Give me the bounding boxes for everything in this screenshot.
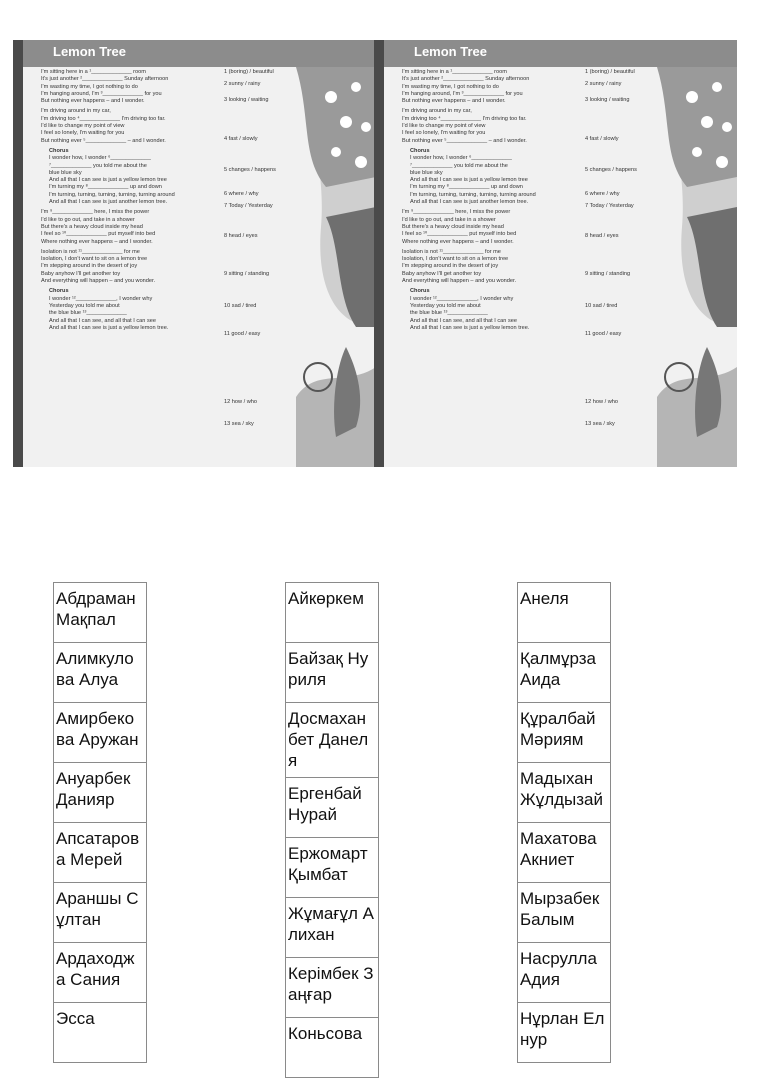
lyric-line: But nothing ever happens – and I wonder. xyxy=(402,98,506,105)
lyric-line: And all that I can see is just a yellow lemon tree. xyxy=(49,324,169,331)
answer-option: 6 where / why xyxy=(224,191,259,197)
lyric-line: I'm driving too ⁴_____________ I'm driving too far. xyxy=(41,115,166,122)
lemon-tree-illustration xyxy=(657,67,737,467)
answer-option: 12 how / who xyxy=(224,399,257,405)
table-row xyxy=(286,958,379,1018)
table-row xyxy=(518,883,611,943)
lyric-line: I'm driving around in my car, xyxy=(41,108,111,115)
worksheet-image-right xyxy=(374,40,737,467)
student-name-cell: Абдраман Мақпал xyxy=(54,583,147,643)
lyric-line: Baby anyhow I'll get another toy xyxy=(41,270,121,277)
student-name-cell: Мадыхан Жұлдызай xyxy=(518,763,611,823)
lyric-line: Chorus xyxy=(410,288,430,295)
lyric-line: I'm turning, turning, turning, turning, turning around xyxy=(410,191,536,198)
lyric-line: I feel so ¹⁰_____________ put myself into bed xyxy=(402,231,517,238)
lyric-line: I'm stepping around in the desert of joy xyxy=(41,263,138,270)
lyric-line: Chorus xyxy=(49,147,69,154)
table-row xyxy=(286,898,379,958)
student-name-cell: Керімбек Заңғар xyxy=(286,958,379,1018)
worksheet-edge xyxy=(374,40,384,467)
answer-option: 4 fast / slowly xyxy=(224,136,258,142)
table-row xyxy=(54,943,147,1003)
table-row xyxy=(518,703,611,763)
table-row xyxy=(518,943,611,1003)
table-row xyxy=(54,883,147,943)
table-row xyxy=(54,703,147,763)
lyric-line: ⁷_____________ you told me about the xyxy=(410,162,508,169)
lyric-line: I wonder ¹²_____________, I wonder why xyxy=(410,295,514,302)
lyric-line: I'm driving too ⁴_____________ I'm driving too far. xyxy=(402,115,527,122)
table-row xyxy=(286,838,379,898)
lyric-line: I feel so lonely, I'm waiting for you xyxy=(41,130,125,137)
student-name-cell: Құралбай Мәриям xyxy=(518,703,611,763)
table-row xyxy=(518,1003,611,1063)
table-row xyxy=(518,763,611,823)
lyric-line: And all that I can see is just a yellow lemon tree xyxy=(49,177,167,184)
answer-option: 10 sad / tired xyxy=(224,303,257,309)
table-row xyxy=(54,583,147,643)
table-row xyxy=(286,1018,379,1078)
answer-option: 9 sitting / standing xyxy=(224,271,270,277)
table-row xyxy=(518,823,611,883)
worksheet-title: Lemon Tree xyxy=(53,44,126,59)
lyric-line: I'd like to change my point of view xyxy=(41,123,125,130)
lyric-line: It's just another ²_____________ Sunday afternoon xyxy=(402,76,530,83)
lyric-line: blue blue sky xyxy=(410,169,443,176)
lyric-line: And all that I can see is just a yellow lemon tree xyxy=(410,177,528,184)
answer-option: 4 fast / slowly xyxy=(585,136,619,142)
worksheet-title-bar xyxy=(384,40,737,67)
answer-option: 2 sunny / rainy xyxy=(224,81,261,87)
lyric-line: Chorus xyxy=(49,288,69,295)
table-row xyxy=(54,763,147,823)
student-name-cell: Махатова Акниет xyxy=(518,823,611,883)
lyric-line: Baby anyhow I'll get another toy xyxy=(402,270,482,277)
table-row xyxy=(286,703,379,778)
lyric-line: I'd like to go out, and take in a shower xyxy=(41,216,135,223)
lyric-line: But there's a heavy cloud inside my head xyxy=(402,223,504,230)
lyric-line: I'm wasting my time, I got nothing to do xyxy=(402,83,499,90)
lyric-line: the blue blue ¹³_____________ xyxy=(49,310,127,317)
table-row xyxy=(518,583,611,643)
table-row xyxy=(54,1003,147,1063)
lyric-line: I feel so ¹⁰_____________ put myself into bed xyxy=(41,231,156,238)
lyric-line: I wonder how, I wonder ⁶_____________ xyxy=(49,155,151,162)
student-name-cell: Апсатаров а Мерей xyxy=(54,823,147,883)
answer-option: 7 Today / Yesterday xyxy=(585,203,634,209)
answer-option: 5 changes / happens xyxy=(224,167,276,173)
lyric-line: But nothing ever ⁵_____________ – and I wonder. xyxy=(41,137,166,144)
lyric-line: Isolation is not ¹¹_____________ for me xyxy=(402,248,501,255)
answer-option: 8 head / eyes xyxy=(224,233,258,239)
lyric-line: And all that I can see, and all that I can see xyxy=(410,317,517,324)
student-name-cell: Эсса xyxy=(54,1003,147,1063)
lyric-line: And all that I can see, and all that I can see xyxy=(49,317,156,324)
lyric-line: I'd like to go out, and take in a shower xyxy=(402,216,496,223)
table-row xyxy=(286,643,379,703)
answer-option: 11 good / easy xyxy=(585,331,622,337)
lyric-line: Isolation, I don't want to sit on a lemon tree xyxy=(402,256,509,263)
names-column-2 xyxy=(285,582,379,1078)
lyric-line: ⁷_____________ you told me about the xyxy=(49,162,147,169)
student-name-cell: Қалмұрза Аида xyxy=(518,643,611,703)
lyric-line: I'm turning my ⁸_____________ up and down xyxy=(49,184,162,191)
lyric-line: I wonder how, I wonder ⁶_____________ xyxy=(410,155,512,162)
table-row xyxy=(518,643,611,703)
student-name-cell: Анеля xyxy=(518,583,611,643)
student-name-cell: Коньсова xyxy=(286,1018,379,1078)
lyric-line: I'm sitting here in a ¹_____________ room xyxy=(41,69,146,75)
table-row xyxy=(286,583,379,643)
student-name-cell: Айкөркем xyxy=(286,583,379,643)
answer-option: 7 Today / Yesterday xyxy=(224,203,273,209)
lyric-line: blue blue sky xyxy=(49,169,82,176)
answer-option: 11 good / easy xyxy=(224,331,261,337)
lyric-line: I feel so lonely, I'm waiting for you xyxy=(402,130,486,137)
lyric-line: And everything will happen – and you wonder. xyxy=(402,278,517,285)
lyric-line: Isolation is not ¹¹_____________ for me xyxy=(41,248,140,255)
table-row xyxy=(286,778,379,838)
answer-option: 3 looking / waiting xyxy=(224,97,269,103)
student-name-cell: Алимкуло ва Алуа xyxy=(54,643,147,703)
lyric-line: And all that I can see is just another lemon tree. xyxy=(410,199,529,206)
worksheet-title-bar xyxy=(23,40,376,67)
lyric-line: Where nothing ever happens – and I wonder. xyxy=(402,238,514,245)
lyric-line: But nothing ever ⁵_____________ – and I wonder. xyxy=(402,137,527,144)
lyric-line: the blue blue ¹³_____________ xyxy=(410,310,488,317)
lyric-line: I'm driving around in my car, xyxy=(402,108,472,115)
lyric-line: Where nothing ever happens – and I wonder. xyxy=(41,238,153,245)
lyric-line: I'm hanging around, I'm ³_____________ for you xyxy=(41,90,162,97)
answer-option: 1 (boring) / beautiful xyxy=(224,69,274,75)
lyric-line: And all that I can see is just another lemon tree. xyxy=(49,199,168,206)
lyric-line: I'm hanging around, I'm ³_____________ for you xyxy=(402,90,523,97)
lyric-line: It's just another ²_____________ Sunday afternoon xyxy=(41,76,169,83)
answer-option: 3 looking / waiting xyxy=(585,97,630,103)
names-column-1 xyxy=(53,582,147,1063)
answer-option: 6 where / why xyxy=(585,191,620,197)
answer-option: 13 sea / sky xyxy=(224,421,254,427)
lyric-line: I'm ⁹_____________ here, I miss the power xyxy=(41,209,150,216)
lyric-line: I wonder ¹²_____________, I wonder why xyxy=(49,295,153,302)
student-name-cell: Амирбеко ва Аружан xyxy=(54,703,147,763)
lyric-line: I'm ⁹_____________ here, I miss the power xyxy=(402,209,511,216)
lyric-line: Isolation, I don't want to sit on a lemon tree xyxy=(41,256,148,263)
lyric-line: And all that I can see is just a yellow lemon tree. xyxy=(410,324,530,331)
lyric-line: I'm sitting here in a ¹_____________ room xyxy=(402,69,507,75)
lyric-line: But nothing ever happens – and I wonder. xyxy=(41,98,145,105)
student-name-cell: Араншы Сұлтан xyxy=(54,883,147,943)
answer-option: 9 sitting / standing xyxy=(585,271,631,277)
table-row xyxy=(54,643,147,703)
lyric-line: Chorus xyxy=(410,147,430,154)
lyric-line: Yesterday you told me about xyxy=(49,302,120,309)
student-name-cell: Ержомарт Қымбат xyxy=(286,838,379,898)
answer-option: 2 sunny / rainy xyxy=(585,81,622,87)
lyrics-lines xyxy=(402,69,592,332)
student-name-cell: Насрулла Адия xyxy=(518,943,611,1003)
lyric-line: I'm turning my ⁸_____________ up and down xyxy=(410,184,523,191)
answer-option: 5 changes / happens xyxy=(585,167,637,173)
names-column-3 xyxy=(517,582,611,1063)
student-name-cell: Мырзабек Балым xyxy=(518,883,611,943)
student-name-cell: Жұмағұл Алихан xyxy=(286,898,379,958)
student-name-cell: Ардаходж а Сания xyxy=(54,943,147,1003)
lyric-line: But there's a heavy cloud inside my head xyxy=(41,223,143,230)
student-name-cell: Ануарбек Данияр xyxy=(54,763,147,823)
student-name-cell: Досмахан бет Данеля xyxy=(286,703,379,778)
worksheet-edge xyxy=(13,40,23,467)
answer-option: 8 head / eyes xyxy=(585,233,619,239)
student-name-cell: Байзақ Нуриля xyxy=(286,643,379,703)
answer-option: 10 sad / tired xyxy=(585,303,618,309)
lyrics-lines xyxy=(41,69,231,332)
lyric-line: I'm turning, turning, turning, turning, turning around xyxy=(49,191,175,198)
lyric-line: And everything will happen – and you wonder. xyxy=(41,278,156,285)
answer-option: 13 sea / sky xyxy=(585,421,615,427)
answer-option: 1 (boring) / beautiful xyxy=(585,69,635,75)
lyric-line: Yesterday you told me about xyxy=(410,302,481,309)
lemon-tree-illustration xyxy=(296,67,376,467)
lyric-line: I'm wasting my time, I got nothing to do xyxy=(41,83,138,90)
lyric-line: I'm stepping around in the desert of joy xyxy=(402,263,499,270)
student-name-cell: Нұрлан Елнур xyxy=(518,1003,611,1063)
worksheet-title: Lemon Tree xyxy=(414,44,487,59)
student-name-cell: Ергенбай Нурай xyxy=(286,778,379,838)
worksheet-image-left xyxy=(13,40,376,467)
answer-option: 12 how / who xyxy=(585,399,618,405)
table-row xyxy=(54,823,147,883)
lyric-line: I'd like to change my point of view xyxy=(402,123,486,130)
